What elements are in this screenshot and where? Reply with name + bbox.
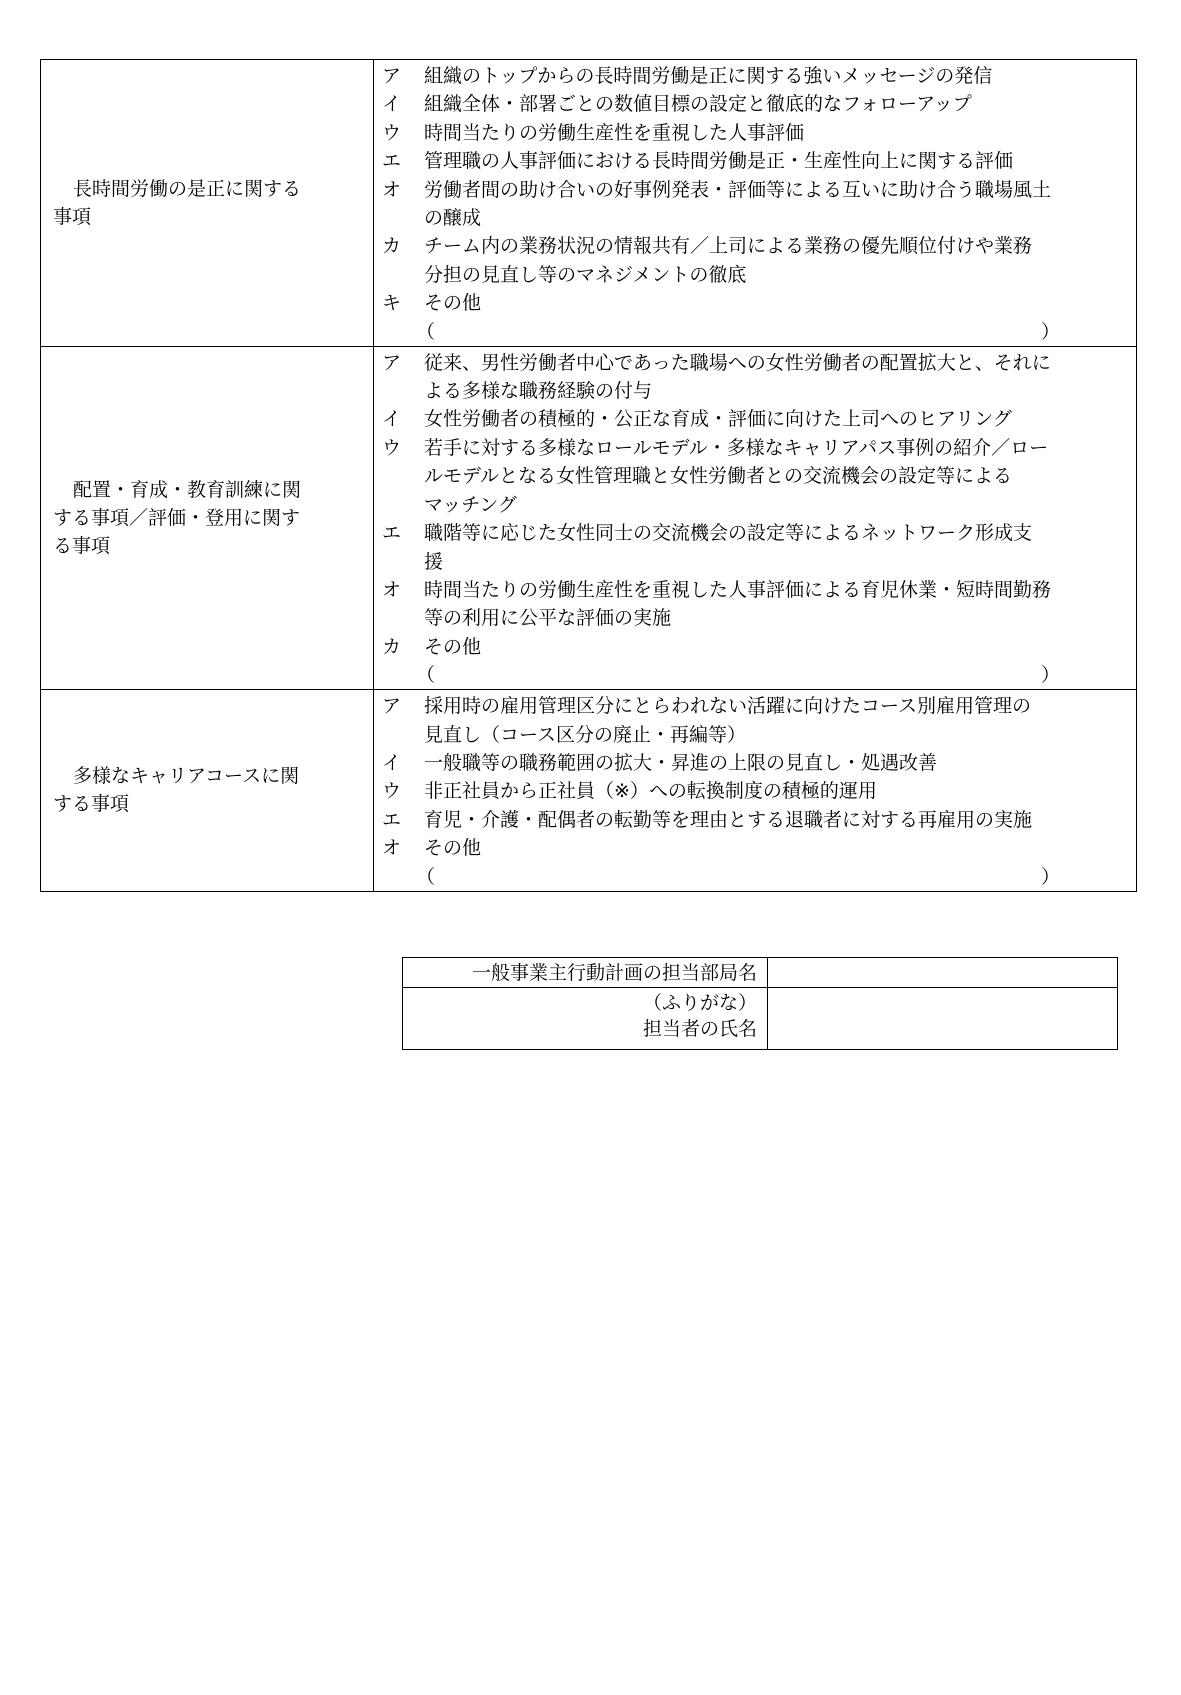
measure-item xyxy=(382,289,1128,317)
item-text: マッチング xyxy=(424,493,517,516)
category-label-line: 事項 xyxy=(53,205,92,228)
item-letter: エ xyxy=(382,150,402,173)
person-label xyxy=(403,988,768,1050)
item-letter: ア xyxy=(382,351,402,374)
dept-value[interactable] xyxy=(768,958,1118,988)
item-text: 時間当たりの労働生産性を重視した人事評価による育児休業・短時間勤務 xyxy=(424,578,1052,601)
name-value[interactable] xyxy=(768,988,1118,1050)
measure-item xyxy=(382,434,1128,519)
paren-open: （ xyxy=(416,865,436,888)
table-row xyxy=(41,60,1137,347)
name-label: 担当者の氏名 xyxy=(642,1018,757,1040)
other-input[interactable] xyxy=(382,863,1128,891)
item-letter: ア xyxy=(382,695,402,718)
category-label xyxy=(41,346,374,689)
category-label-line: する事項／評価・登用に関す xyxy=(53,506,301,529)
item-text: 援 xyxy=(424,550,444,573)
furigana-label: （ふりがな） xyxy=(642,992,757,1014)
measure-item xyxy=(382,349,1128,406)
measure-item xyxy=(382,777,1128,805)
item-letter: オ xyxy=(382,178,402,201)
other-input[interactable] xyxy=(382,661,1128,689)
category-label-line: 多様なキャリアコースに関 xyxy=(73,765,300,788)
item-letter: ウ xyxy=(382,121,402,144)
item-letter: イ xyxy=(382,93,402,116)
measure-item xyxy=(382,176,1128,233)
item-letter: イ xyxy=(382,751,402,774)
item-text: チーム内の業務状況の情報共有／上司による業務の優先順位付けや業務 xyxy=(424,235,1033,258)
item-letter: オ xyxy=(382,578,402,601)
item-letter: エ xyxy=(382,808,402,831)
category-label-line: 長時間労働の是正に関する xyxy=(73,177,302,200)
item-letter: ウ xyxy=(382,436,402,459)
measure-item xyxy=(382,576,1128,633)
paren-close: ） xyxy=(1040,320,1060,343)
measure-item xyxy=(382,749,1128,777)
category-label-line: する事項 xyxy=(53,793,130,816)
contact-table xyxy=(402,957,1118,1050)
category-label xyxy=(41,60,374,347)
measure-item xyxy=(382,834,1128,862)
paren-close: ） xyxy=(1040,865,1060,888)
item-text: 分担の見直し等のマネジメントの徹底 xyxy=(424,263,747,286)
item-text: 育児・介護・配偶者の転勤等を理由とする退職者に対する再雇用の実施 xyxy=(424,808,1033,831)
category-label xyxy=(41,690,374,891)
item-text: 組織のトップからの長時間労働是正に関する強いメッセージの発信 xyxy=(424,65,993,87)
measure-item xyxy=(382,405,1128,433)
measure-item xyxy=(382,119,1128,147)
item-text: 時間当たりの労働生産性を重視した人事評価 xyxy=(424,121,805,144)
measure-item xyxy=(382,692,1128,749)
item-text: 女性労働者の積極的・公正な育成・評価に向けた上司へのヒアリング xyxy=(424,408,1012,431)
item-letter: キ xyxy=(382,292,402,315)
item-text: 見直し（コース区分の廃止・再編等） xyxy=(424,723,747,746)
item-text: その他 xyxy=(424,635,482,658)
measure-item xyxy=(382,147,1128,175)
item-text: 職階等に応じた女性同士の交流機会の設定等によるネットワーク形成支 xyxy=(424,522,1033,545)
item-letter: ウ xyxy=(382,780,402,803)
table-row xyxy=(41,346,1137,689)
item-text: 一般職等の職務範囲の拡大・昇進の上限の見直し・処遇改善 xyxy=(424,751,938,774)
category-label-line: る事項 xyxy=(53,534,111,557)
item-letter: イ xyxy=(382,408,402,431)
measure-list xyxy=(374,346,1137,689)
item-text: その他 xyxy=(424,837,482,860)
item-letter: エ xyxy=(382,522,402,545)
measure-item xyxy=(382,62,1128,90)
paren-open: （ xyxy=(416,664,436,687)
item-text: 非正社員から正社員（※）への転換制度の積極的運用 xyxy=(424,780,877,803)
measure-item xyxy=(382,232,1128,289)
category-label-line: 配置・育成・教育訓練に関 xyxy=(73,478,302,501)
item-text: 等の利用に公平な評価の実施 xyxy=(424,607,672,630)
item-text: 採用時の雇用管理区分にとらわれない活躍に向けたコース別雇用管理の xyxy=(424,695,1032,718)
other-input[interactable] xyxy=(382,318,1128,346)
measures-table xyxy=(40,59,1137,892)
measure-item xyxy=(382,806,1128,834)
paren-open: （ xyxy=(416,320,436,343)
item-text: ルモデルとなる女性管理職と女性労働者との交流機会の設定等による xyxy=(424,465,1013,488)
item-text: よる多様な職務経験の付与 xyxy=(424,380,653,403)
measure-list xyxy=(374,60,1137,347)
item-text: 管理職の人事評価における長時間労働是正・生産性向上に関する評価 xyxy=(424,150,1014,173)
measure-item xyxy=(382,633,1128,661)
item-letter: カ xyxy=(382,235,402,258)
measure-item xyxy=(382,519,1128,576)
item-letter: ア xyxy=(382,65,402,87)
item-text: 組織全体・部署ごとの数値目標の設定と徹底的なフォローアップ xyxy=(424,93,972,116)
item-text: 若手に対する多様なロールモデル・多様なキャリアパス事例の紹介／ロー xyxy=(424,436,1049,459)
paren-close: ） xyxy=(1040,664,1060,687)
item-text: その他 xyxy=(424,292,482,315)
item-letter: カ xyxy=(382,635,402,658)
item-letter: オ xyxy=(382,837,402,860)
table-row xyxy=(41,690,1137,891)
item-text: 従来、男性労働者中心であった職場への女性労働者の配置拡大と、それに xyxy=(424,351,1051,374)
item-text: 労働者間の助け合いの好事例発表・評価等による互いに助け合う職場風土 xyxy=(424,178,1052,201)
measure-list xyxy=(374,690,1137,891)
measure-item xyxy=(382,90,1128,118)
item-text: の醸成 xyxy=(424,207,482,230)
dept-label: 一般事業主行動計画の担当部局名 xyxy=(403,958,768,988)
